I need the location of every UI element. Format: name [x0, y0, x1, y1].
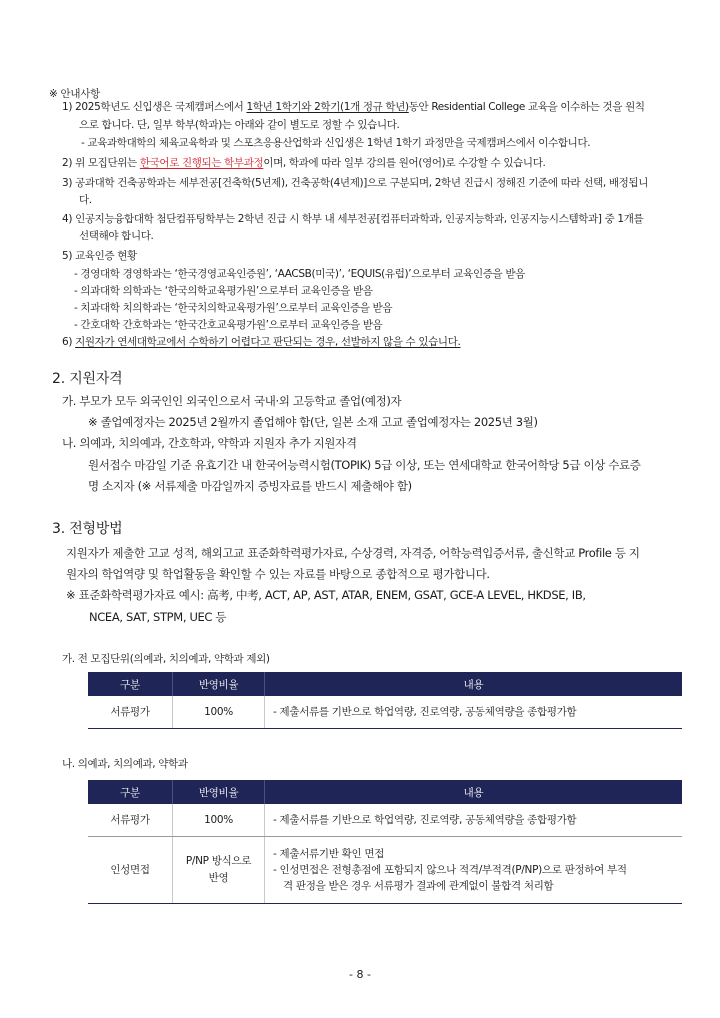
table-a-header-row: [88, 672, 682, 696]
notice-item-5-sub-1: - 경영대학 경영학과는 ‘한국경영교육인증원’, ‘AACSB(미국)’, ‘EQUIS(유럽)’으로부터 교육인증을 받음: [74, 268, 525, 280]
notice-item-4-continuation: 선택해야 합니다.: [79, 230, 154, 242]
section-2-item-b-line-1: 원서접수 마감일 기준 유효기간 내 한국어능력시험(TOPIK) 5급 이상, 또는 연세대학교 한국어학당 5급 이상 수료증: [88, 458, 641, 472]
table-b-row-2-ratio-line-1: P/NP 방식으로: [185, 854, 252, 867]
notice-item-3: [62, 175, 648, 191]
section-2-item-b-line-2: 명 소지자 (※ 서류제출 마감일까지 증빙자료를 반드시 제출해야 함): [88, 479, 412, 493]
table-b-header-ratio: 반영비율: [173, 780, 265, 804]
notice-item-2-highlight: 한국어로 진행되는 학부과정: [139, 157, 264, 169]
section-2-item-a: 가. 부모가 모두 외국인인 외국인으로서 국내·외 고등학교 졸업(예정)자: [62, 394, 402, 408]
notice-item-2-text-a: 위 모집단위는: [75, 157, 140, 169]
section-2-item-b: 나. 의예과, 치의예과, 간호학과, 약학과 지원자 추가 지원자격: [62, 436, 357, 450]
notice-item-5-sub-3: - 치과대학 치의학과는 ‘한국치의학교육평가원’으로부터 교육인증을 받음: [74, 302, 393, 314]
table-b-header-category: 구분: [88, 780, 173, 804]
section-2-item-a-note: ※ 졸업예정자는 2025년 2월까지 졸업해야 함(단, 일본 소재 고교 졸업예정자는 2025년 3월): [88, 415, 538, 429]
notice-item-1-sub: - 교육과학대학의 체육교육학과 및 스포츠응용산업학과 신입생은 1학년 1학기 과정만을 국제캠퍼스에서 이수합니다.: [81, 137, 591, 149]
notice-item-6-text: 지원자가 연세대학교에서 수학하기 어렵다고 판단되는 경우, 선발하지 않을 수 있습니다.: [75, 336, 461, 348]
notice-item-3-continuation: 다.: [79, 194, 92, 206]
section-3-note-2: NCEA, SAT, STPM, UEC 등: [89, 610, 227, 624]
table-b-row-2-content-line-1: - 제출서류기반 확인 면접: [273, 847, 385, 860]
section-3-note-1: ※ 표준화학력평가자료 예시: 高考, 中考, ACT, AP, AST, ATAR, ENEM, GSAT, GCE-A LEVEL, HKDSE, IB,: [66, 588, 586, 602]
notice-item-5-number: 5): [62, 250, 73, 262]
table-a-header-category: 구분: [88, 672, 173, 696]
table-a-cell-content: - 제출서류를 기반으로 학업역량, 진로역량, 공동체역량을 종합평가함: [265, 696, 683, 728]
notice-item-3-text: 공과대학 건축공학과는 세부전공[건축학(5년제), 건축공학(4년제)]으로 구분되며, 2학년 진급시 정해진 기준에 따라 선택, 배정됩니: [75, 177, 649, 189]
notice-item-2-text-b: 이며, 학과에 따라 일부 강의를 원어(영어)로 수강할 수 있습니다.: [263, 157, 546, 169]
table-b-header-row: [88, 780, 682, 804]
section-3-line-2: 원자의 학업역량 및 학업활동을 확인할 수 있는 자료를 바탕으로 종합적으로 평가합니다.: [66, 567, 490, 581]
table-a: [88, 672, 682, 729]
table-b-row-2-ratio-line-2: 반영: [208, 871, 229, 884]
notice-item-6: [62, 334, 461, 350]
notice-item-1-text-a: 2025학년도 신입생은 국제캠퍼스에서: [75, 101, 247, 113]
table-b-row-2-content: [265, 836, 683, 903]
notice-item-5-sub-2: - 의과대학 의학과는 ‘한국의학교육평가원’으로부터 교육인증을 받음: [74, 285, 373, 297]
section-2-title: 2. 지원자격: [52, 371, 123, 387]
notice-item-1-text-b: 동안 Residential College 교육을 이수하는 것을 원칙: [408, 101, 645, 113]
table-b-row-1-category: 서류평가: [88, 804, 173, 836]
notice-item-5-text: 교육인증 현황: [75, 250, 137, 262]
table-a-cell-category: 서류평가: [88, 696, 173, 728]
table-a-title: 가. 전 모집단위(의예과, 치의예과, 약학과 제외): [62, 653, 270, 665]
notice-item-1-continuation: 으로 합니다. 단, 일부 학부(학과)는 아래와 같이 별도로 정할 수 있습니다.: [79, 119, 400, 131]
table-b-row-1-ratio: 100%: [173, 804, 265, 836]
notice-item-5-sub-4: - 간호대학 간호학과는 ‘한국간호교육평가원’으로부터 교육인증을 받음: [74, 319, 383, 331]
notice-item-2-number: 2): [62, 157, 73, 169]
notice-item-1-number: 1): [62, 101, 73, 113]
notice-item-4-number: 4): [62, 213, 73, 225]
table-a-cell-ratio: 100%: [173, 696, 265, 728]
table-row: [88, 696, 682, 728]
table-b-row-2-content-line-3: 격 판정을 받은 경우 서류평가 결과에 관계없이 불합격 처리함: [283, 879, 554, 892]
notice-item-4: [62, 211, 643, 227]
notice-item-1: [62, 99, 645, 115]
table-a-header-content: 내용: [265, 672, 683, 696]
notice-item-1-underlined: 1학년 1학기와 2학기(1개 정규 학년): [246, 101, 409, 113]
table-b: [88, 780, 682, 904]
table-a-header-ratio: 반영비율: [173, 672, 265, 696]
notice-heading: ※ 안내사항: [49, 88, 100, 100]
notice-item-4-text: 인공지능융합대학 첨단컴퓨팅학부는 2학년 진급 시 학부 내 세부전공[컴퓨터과학과, 인공지능학과, 인공지능시스템학과] 중 1개를: [75, 213, 644, 225]
section-3-title: 3. 전형방법: [52, 521, 123, 537]
section-3-line-1: 지원자가 제출한 고교 성적, 해외고교 표준화학력평가자료, 수상경력, 자격증, 어학능력입증서류, 출신학교 Profile 등 지: [66, 546, 640, 560]
table-b-row-1-content: - 제출서류를 기반으로 학업역량, 진로역량, 공동체역량을 종합평가함: [265, 804, 683, 836]
notice-item-3-number: 3): [62, 177, 73, 189]
table-b-title: 나. 의예과, 치의예과, 약학과: [62, 758, 188, 770]
table-b-row-2-category: 인성면접: [88, 836, 173, 903]
notice-item-2: [62, 155, 546, 171]
notice-item-5: [62, 248, 137, 264]
table-row: [88, 836, 682, 903]
page-number: - 8 -: [349, 968, 371, 981]
table-row: [88, 804, 682, 836]
table-b-row-2-content-line-2: - 인성면접은 전형총점에 포함되지 않으나 적격/부적격(P/NP)으로 판정하여 부적: [273, 863, 627, 876]
notice-item-6-number: 6): [62, 336, 73, 348]
table-b-header-content: 내용: [265, 780, 683, 804]
table-b-row-2-ratio: [173, 836, 265, 903]
